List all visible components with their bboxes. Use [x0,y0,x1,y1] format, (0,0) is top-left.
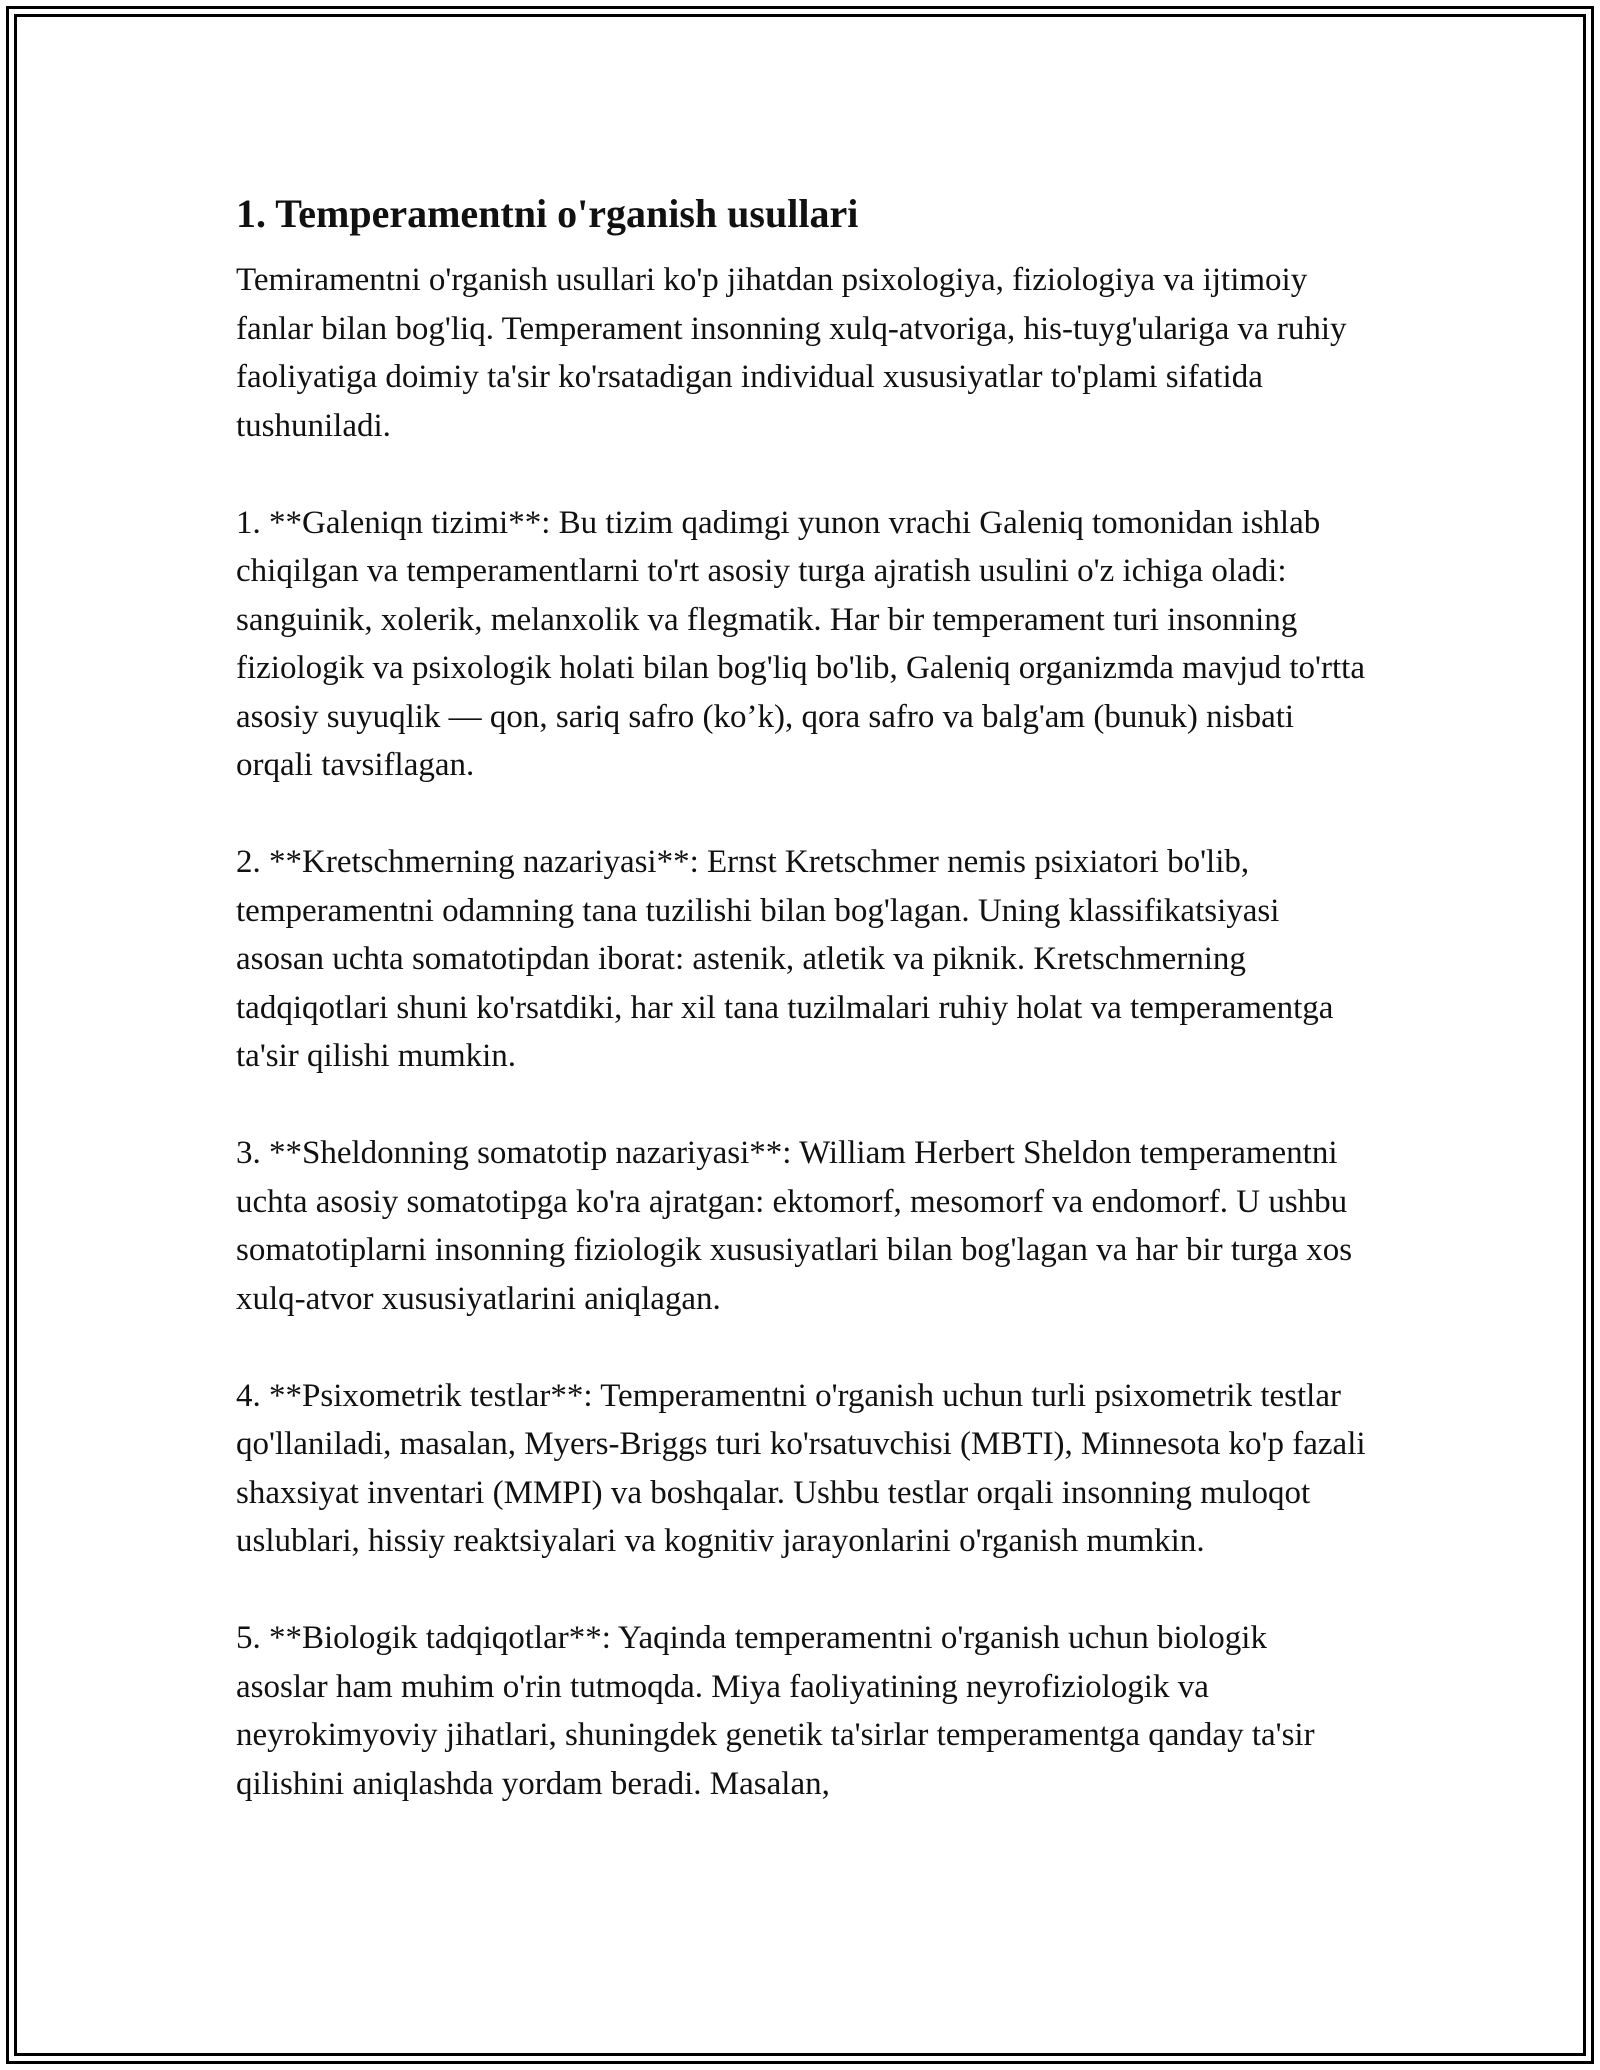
list-item-biological: 5. **Biologik tadqiqotlar**: Yaqinda temperamentni o'rganish uchun biologik asoslar ham muhim o'rin tutmoqda. Miya faoliyatining neyrofiziologik va neyrokimyoviy jihatlari, shuningdek genetik ta'sirlar temperamentga qanday ta'sir qilishini aniqlashda yordam beradi. Masalan, [236,1620,1315,1802]
list-item-sheldon: 3. **Sheldonning somatotip nazariyasi**: William Herbert Sheldon temperamentni uchta asosiy somatotipga ko'ra ajratgan: ektomorf, mesomorf va endomorf. U ushbu somatotiplarni insonning fiziologik xususiyatlari bilan bog'lagan va har bir turga xos xulq-atvor xususiyatlarini aniqlagan. [236,1135,1353,1317]
page-title: 1. Temperamentni o'rganish usullari [236,191,859,236]
document-body [236,186,1366,1857]
list-item-kretschmer: 2. **Kretschmerning nazariyasi**: Ernst Kretschmer nemis psixiatori bo'lib, temperamentni odamning tana tuzilishi bilan bog'lagan. Uning klassifikatsiyasi asosan uchta somatotipdan iborat: astenik, atletik va piknik. Kretschmerning tadqiqotlari shuni ko'rsatdiki, har xil tana tuzilmalari ruhiy holat va temperamentga ta'sir qilishi mumkin. [236,844,1334,1074]
intro-paragraph: Temiramentni o'rganish usullari ko'p jihatdan psixologiya, fiziologiya va ijtimoiy fanlar bilan bog'liq. Temperament insonning xulq-atvoriga, his-tuyg'ulariga va ruhiy faoliyatiga doimiy ta'sir ko'rsatadigan individual xususiyatlar to'plami sifatida tushuniladi. [236,262,1347,444]
list-item-galen: 1. **Galeniqn tizimi**: Bu tizim qadimgi yunon vrachi Galeniq tomonidan ishlab chiqilgan va temperamentlarni to'rt asosiy turga ajratish usulini o'z ichiga oladi: sanguinik, xolerik, melanxolik va flegmatik. Har bir temperament turi insonning fiziologik va psixologik holati bilan bog'liq bo'lib, Galeniq organizmda mavjud to'rtta asosiy suyuqlik — qon, sariq safro (ko’k), qora safro va balg'am (bunuk) nisbati orqali tavsiflagan. [236,504,1365,783]
list-item-psychometric: 4. **Psixometrik testlar**: Temperamentni o'rganish uchun turli psixometrik testlar qo'llaniladi, masalan, Myers-Briggs turi ko'rsatuvchisi (MBTI), Minnesota ko'p fazali shaxsiyat inventari (MMPI) va boshqalar. Ushbu testlar orqali insonning muloqot uslublari, hissiy reaktsiyalari va kognitiv jarayonlarini o'rganish mumkin. [236,1377,1366,1559]
